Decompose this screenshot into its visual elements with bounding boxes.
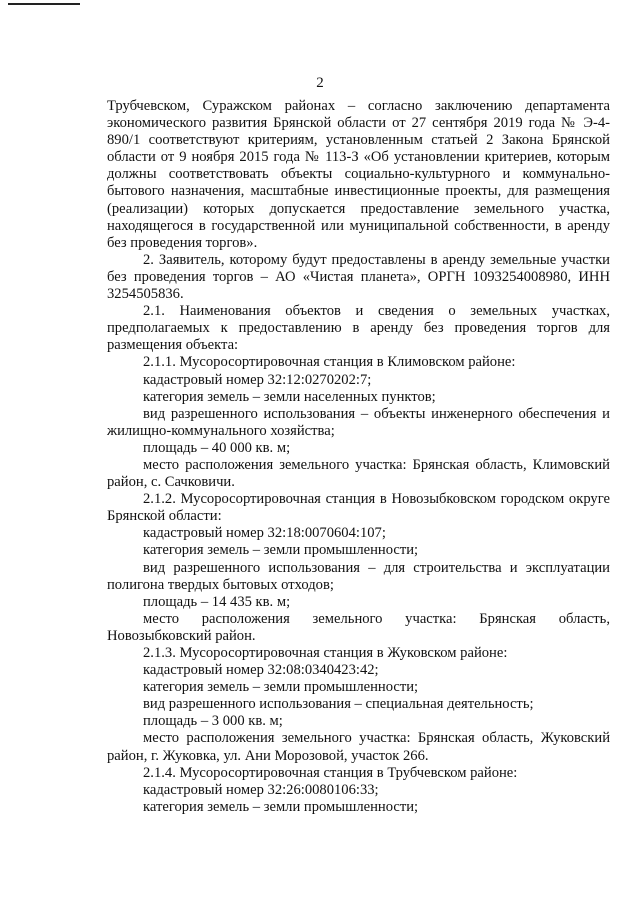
paragraph: Трубчевском, Суражском районах – согласно заключению департамента экономического развития Брянской области от 27 сентября 2019 года № Э-4-890/1 соответствуют критериям, установленным статьей 2 Закона Брянской области от 9 ноября 2015 года № 113-З «Об установлении критериев, которым должны соответствовать объекты социально-культурного и коммунально-бытового назначения, масштабные инвестиционные проекты, для размещения (реализации) которых допускается предоставление земельного участка, находящегося в государственной или муниципальной собственности, в аренду без проведения торгов».: [107, 98, 610, 251]
paragraph: кадастровый номер 32:12:0270202:7;: [143, 371, 372, 388]
document-body: [107, 98, 610, 816]
paragraph: вид разрешенного использования – специальная деятельность;: [143, 696, 534, 713]
paragraph: категория земель – земли населенных пунктов;: [143, 388, 436, 405]
paragraph: 2.1.1. Мусоросортировочная станция в Климовском районе:: [143, 354, 516, 371]
paragraph: 2.1. Наименования объектов и сведения о земельных участках, предполагаемых к предоставлению в аренду без проведения торгов для размещения объекта:: [107, 303, 610, 354]
paragraph: вид разрешенного использования – объекты инженерного обеспечения и жилищно-коммунального хозяйства;: [107, 405, 610, 439]
paragraph: кадастровый номер 32:18:0070604:107;: [143, 525, 386, 542]
paragraph: площадь – 40 000 кв. м;: [143, 439, 291, 456]
paragraph: место расположения земельного участка: Брянская область, Климовский район, с. Сачковичи.: [107, 456, 610, 491]
paragraph: кадастровый номер 32:08:0340423:42;: [143, 662, 379, 679]
page-number: 2: [316, 75, 324, 91]
paragraph: вид разрешенного использования – для строительства и эксплуатации полигона твердых бытовых отходов;: [107, 559, 610, 593]
paragraph: 2.1.2. Мусоросортировочная станция в Новозыбковском городском округе Брянской области:: [107, 491, 610, 525]
paragraph: 2.1.3. Мусоросортировочная станция в Жуковском районе:: [143, 645, 508, 661]
paragraph: категория земель – земли промышленности;: [143, 542, 419, 559]
paragraph: площадь – 14 435 кв. м;: [143, 593, 291, 610]
top-edge-rule: [8, 3, 80, 5]
paragraph: категория земель – земли промышленности;: [143, 798, 419, 815]
paragraph: категория земель – земли промышленности;: [143, 679, 419, 696]
paragraph: место расположения земельного участка: Брянская область, Жуковский район, г. Жуковка, ул. Ани Морозовой, участок 266.: [107, 730, 610, 764]
paragraph: 2. Заявитель, которому будут предоставлены в аренду земельные участки без проведения торгов – АО «Чистая планета», ОРГН 1093254008980, ИНН 3254505836.: [107, 251, 610, 303]
paragraph: место расположения земельного участка: Брянская область, Новозыбковский район.: [107, 610, 610, 644]
paragraph: кадастровый номер 32:26:0080106:33;: [143, 781, 379, 798]
paragraph: площадь – 3 000 кв. м;: [143, 713, 283, 730]
paragraph: 2.1.4. Мусоросортировочная станция в Трубчевском районе:: [143, 764, 518, 781]
